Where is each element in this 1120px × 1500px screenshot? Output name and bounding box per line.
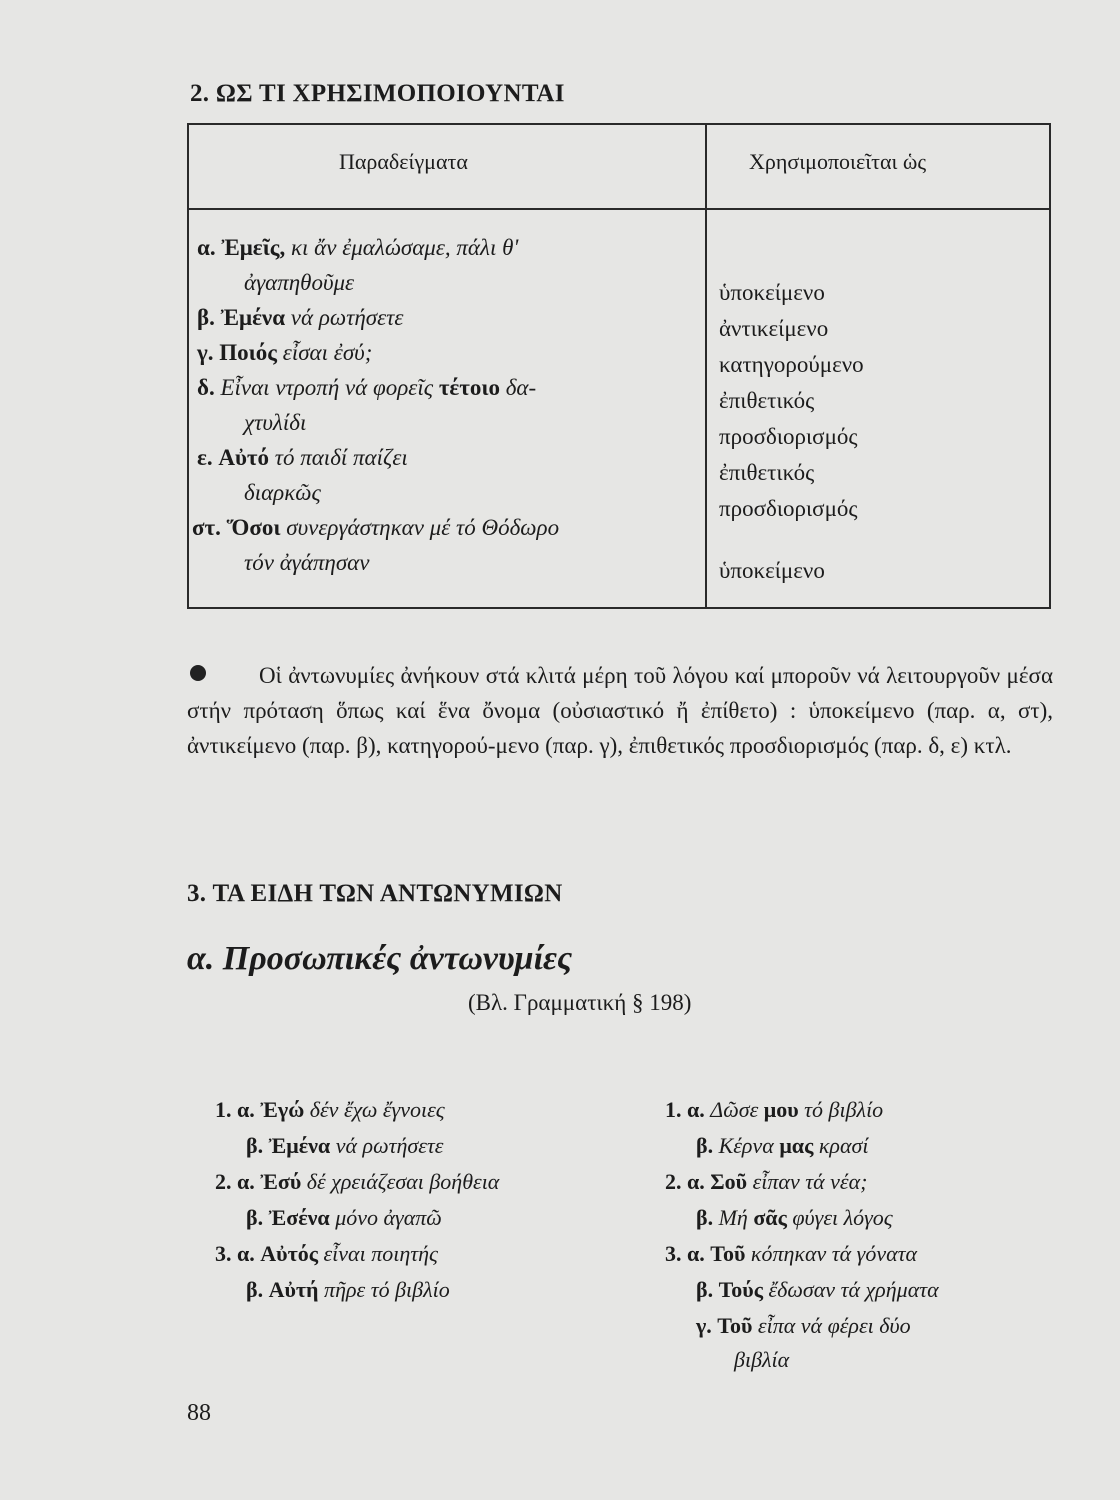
usage-a: ὑποκείμενο [719, 280, 825, 305]
list-item: 1. α. Ἐγώ δέν ἔχω ἔγνοιες [215, 1097, 445, 1122]
list-item: β. Αὐτή πῆρε τό βιβλίο [246, 1277, 450, 1302]
list-item: 3. α. Αὐτός εἶναι ποιητής [215, 1241, 438, 1266]
list-item-cont: βιβλία [734, 1347, 790, 1372]
table-row-c: γ. Ποιός εἶσαι ἐσύ; [197, 340, 373, 365]
grammar-reference: (Βλ. Γραμματική § 198) [468, 990, 692, 1015]
section-2-heading: 2. ΩΣ ΤΙ ΧΡΗΣΙΜΟΠΟΙΟΥΝΤΑΙ [190, 80, 565, 107]
usage-b: ἀντικείμενο [719, 316, 829, 341]
list-item: β. Τούς ἔδωσαν τά χρήματα [696, 1277, 939, 1302]
list-item: β. Κέρνα μας κρασί [696, 1133, 869, 1158]
list-item: 2. α. Σοῦ εἶπαν τά νέα; [665, 1169, 868, 1194]
table-row-e: ε. Αὐτό τό παιδί παίζει [197, 445, 408, 470]
table-row-d-cont: χτυλίδι [244, 410, 307, 435]
table-header-divider [189, 208, 1049, 210]
usage-table [187, 123, 1051, 609]
table-row-a-cont: ἀγαπηθοῦμε [244, 270, 355, 295]
section-3-heading: 3. ΤΑ ΕΙΔΗ ΤΩΝ ΑΝΤΩΝΥΜΙΩΝ [187, 880, 563, 907]
list-item: 2. α. Ἐσύ δέ χρειάζεσαι βοήθεια [215, 1169, 500, 1194]
list-item: β. Ἐσένα μόνο ἀγαπῶ [246, 1205, 442, 1230]
usage-d-2: προσδιορισμός [719, 424, 858, 449]
table-row-st-cont: τόν ἀγάπησαν [244, 550, 370, 575]
usage-c: κατηγορούμενο [719, 352, 864, 377]
table-header-examples: Παραδείγματα [339, 149, 468, 174]
table-column-divider [705, 125, 707, 607]
usage-e: ἐπιθετικός [719, 460, 815, 485]
table-row-b: β. Ἐμένα νά ρωτήσετε [197, 305, 404, 330]
list-item: β. Μή σᾶς φύγει λόγος [696, 1205, 893, 1230]
usage-e-2: προσδιορισμός [719, 496, 858, 521]
usage-d: ἐπιθετικός [719, 388, 815, 413]
table-row-e-cont: διαρκῶς [244, 480, 321, 505]
table-row-st: στ. Ὅσοι συνεργάστηκαν μέ τό Θόδωρο [192, 515, 560, 540]
table-row-d: δ. Εἶναι ντροπή νά φορεῖς τέτοιο δα- [197, 375, 537, 400]
table-row-a: α. Ἐμεῖς, κι ἄν ἐμαλώσαμε, πάλι θ' [197, 235, 519, 260]
list-item: β. Ἐμένα νά ρωτήσετε [246, 1133, 444, 1158]
subsection-heading: α. Προσωπικές ἀντωνυμίες [187, 940, 573, 977]
list-item: 3. α. Τοῦ κόπηκαν τά γόνατα [665, 1241, 918, 1266]
note-paragraph: Οἱ ἀντωνυμίες ἀνήκουν στά κλιτά μέρη τοῦ λόγου καί μποροῦν νά λειτουργοῦν μέσα στήν πρόταση ὅπως καί ἕνα ὄνομα (οὐσιαστικό ἤ ἐπίθετο) : ὑποκείμενο (παρ. α, στ), ἀντικείμενο (παρ. β), κατηγορού-μενο (παρ. γ), ἐπιθετικός προσδιορισμός (παρ. δ, ε) κτλ. [187, 663, 1053, 758]
page-number: 88 [187, 1400, 211, 1426]
table-header-usage: Χρησιμοποιεῖται ὡς [749, 149, 927, 174]
list-item: γ. Τοῦ εἶπα νά φέρει δύο [696, 1313, 911, 1338]
usage-st: ὑποκείμενο [719, 558, 825, 583]
list-item: 1. α. Δῶσε μου τό βιβλίο [665, 1097, 884, 1122]
